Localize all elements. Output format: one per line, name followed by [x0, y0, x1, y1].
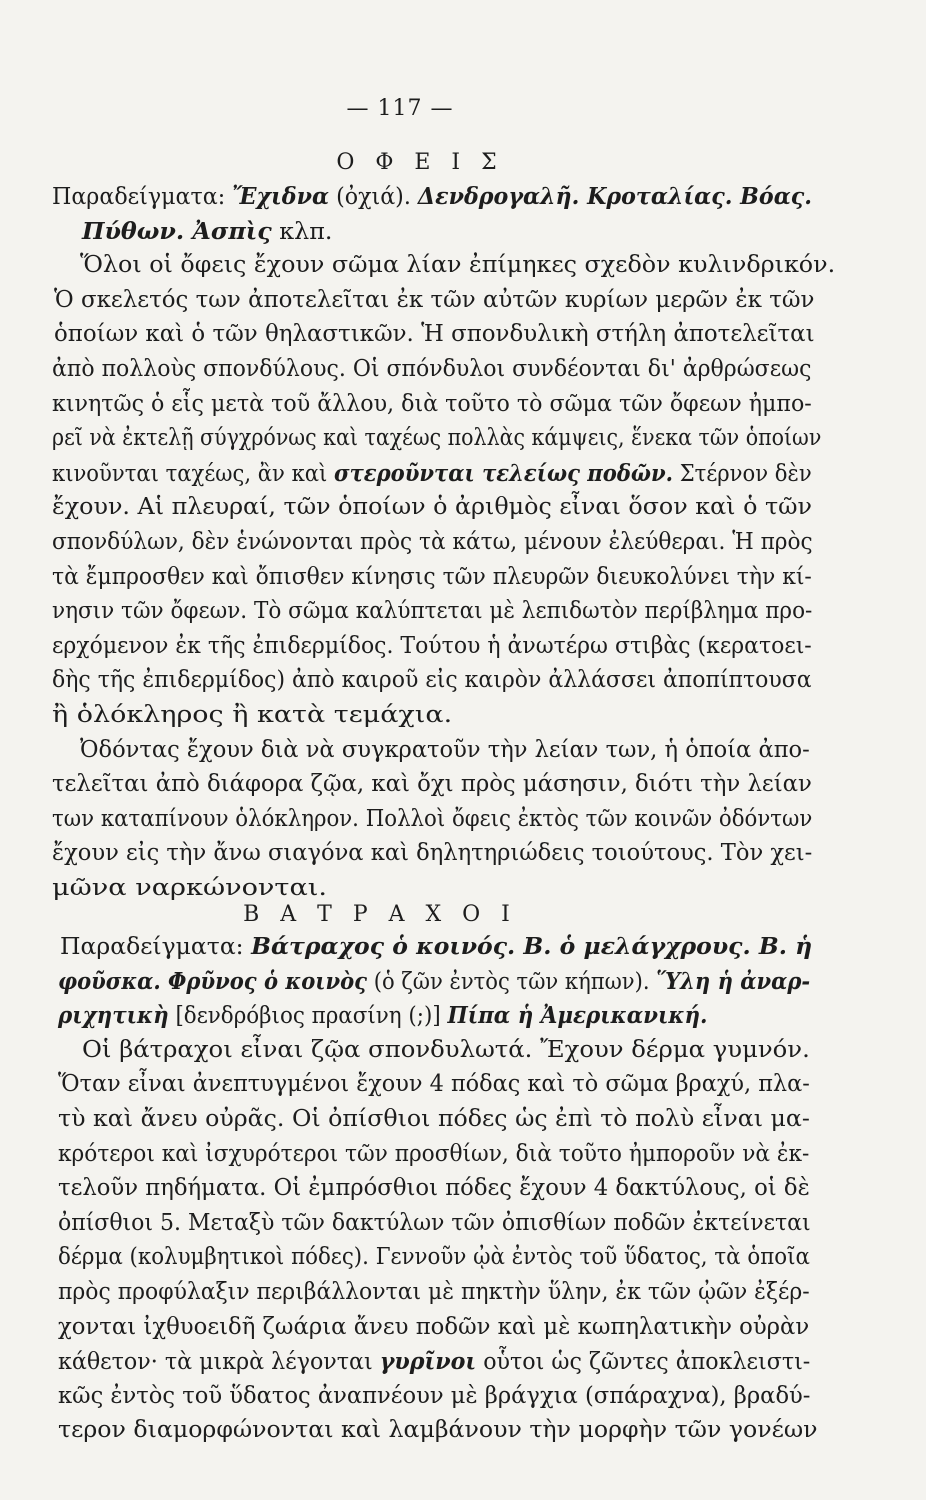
text-run: οὗτοι ὡς ζῶντες ἀποκλειστι-	[476, 1349, 811, 1376]
text-run: τὺ καὶ ἄνευ οὐρᾶς. Οἱ ὀπίσθιοι πόδες ὡς ἐπὶ τὸ πολὺ εἶναι μα-	[58, 1106, 810, 1132]
text-line	[52, 773, 812, 796]
text-run: Ὁ σκελετός των ἀποτελεῖται ἐκ τῶν αὐτῶν κυρίων μερῶν ἐκ τῶν	[54, 286, 815, 313]
text-line	[80, 254, 835, 277]
text-line	[58, 1382, 811, 1409]
text-run: των καταπίνουν ὁλόκληρον. Πολλοὶ ὄφεις ἐκτὸς τῶν κοινῶν ὀδόντων	[52, 805, 813, 832]
text-run: Ὅλοι οἱ ὄφεις ἔχουν σῶμα λίαν ἐπίμηκες σχεδὸν κυλινδρικόν.	[80, 252, 836, 279]
emphasized-term: Πίπα ἡ Ἀμερικανική.	[447, 1002, 708, 1030]
text-line	[58, 1004, 707, 1028]
text-run: κάθετον· τὰ μικρὰ λέγονται	[58, 1349, 380, 1376]
text-run: ἢ ὁλόκληρος ἢ κατὰ τεμάχια.	[52, 702, 453, 728]
text-run: μῶνα ναρκώνονται.	[52, 875, 328, 901]
text-line	[58, 1177, 810, 1200]
emphasized-term: Ὕλη ἡ ἀναρ-	[656, 967, 811, 995]
text-run: Οἱ βάτραχοι εἶναι ζῷα σπονδυλωτά. Ἔχουν δέρμα γυμνόν.	[82, 1036, 810, 1063]
text-line	[52, 185, 812, 209]
text-line	[58, 1350, 810, 1374]
text-line	[58, 1281, 810, 1304]
text-line	[52, 877, 327, 900]
text-line	[58, 1108, 810, 1131]
text-run: Ὅταν εἶναι ἀνεπτυγμένοι ἔχουν 4 πόδας καὶ τὸ σῶμα βραχύ, πλα-	[58, 1071, 810, 1098]
text-run: κῶς ἐντὸς τοῦ ὕδατος ἀναπνέουν μὲ βράγχια (σπάραχνα), βραδύ-	[58, 1382, 811, 1409]
text-run: κινοῦνται ταχέως, ἂν καὶ	[52, 460, 335, 487]
text-line	[58, 1313, 810, 1340]
text-line	[58, 1073, 810, 1096]
section-heading-snakes: Ο Φ Ε Ι Σ	[336, 150, 504, 175]
text-run: ἀπὸ πολλοὺς σπονδύλους. Οἱ σπόνδυλοι συνδέονται δι' ἀρθρώσεως	[52, 356, 812, 382]
text-line	[58, 1246, 810, 1269]
text-line	[52, 531, 813, 554]
text-run: ρεῖ νὰ ἐκτελῇ σύγχρόνως καὶ ταχέως πολλὰς κάμψεις, ἕνεκα τῶν ὁποίων	[52, 425, 822, 452]
text-line	[58, 1209, 811, 1236]
text-run: ερχόμενον ἐκ τῆς ἐπιδερμίδος. Τούτου ἡ ἀνωτέρω στιβὰς (κερατοει-	[52, 632, 812, 659]
text-run: κινητῶς ὁ εἷς μετὰ τοῦ ἄλλου, διὰ τοῦτο τὸ σῶμα τῶν ὄφεων ἠμπο-	[52, 390, 812, 417]
text-run: [δενδρόβιος πρασίνη (;)]	[168, 1003, 448, 1030]
section-heading-frogs: Β Α Τ Ρ Α Χ Ο Ι	[243, 902, 517, 927]
emphasized-term: Πύθων.	[82, 217, 193, 245]
text-run: σπονδύλων, δὲν ἑνώνονται πρὸς τὰ κάτω, μένουν ἐλεύθεραι. Ἡ πρὸς	[52, 529, 813, 555]
text-line	[52, 390, 812, 417]
text-run: δὴς τῆς ἐπιδερμίδος) ἀπὸ καιροῦ εἰς καιρὸν ἀλλάσσει ἀποπίπτουσα	[52, 667, 812, 694]
text-line	[52, 669, 812, 692]
text-line	[54, 286, 815, 313]
emphasized-term: Ἀσπὶς	[192, 217, 272, 245]
emphasized-term: Ἔχιδνα	[232, 183, 330, 210]
emphasized-term: γυρῖνοι	[379, 1348, 477, 1376]
text-line	[80, 736, 810, 763]
text-line	[52, 427, 821, 450]
text-run: τὰ ἔμπροσθεν καὶ ὄπισθεν κίνησις τῶν πλευρῶν διευκολύνει τὴν κί-	[52, 563, 812, 590]
emphasized-term: στεροῦνται τελείως ποδῶν.	[334, 459, 674, 487]
text-run: νησιν τῶν ὄφεων. Τὸ σῶμα καλύπτεται μὲ λεπιδωτὸν περίβλημα προ-	[52, 598, 813, 625]
text-line	[52, 600, 812, 623]
text-line	[52, 496, 812, 519]
text-run: πρὸς προφύλαξιν περιβάλλονται μὲ πηκτὴν ὕλην, ἐκ τῶν ᾠῶν ἐξέρ-	[58, 1279, 810, 1305]
text-line	[52, 842, 812, 865]
text-line	[54, 323, 815, 346]
text-run: ἔχουν. Αἱ πλευραί, τῶν ὁποίων ὁ ἀριθμὸς εἶναι ὅσον καὶ ὁ τῶν	[52, 494, 812, 521]
text-run: Στέρνον δὲν	[673, 460, 812, 487]
text-line	[52, 805, 813, 832]
text-run: Παραδείγματα:	[60, 934, 252, 960]
text-run: (ὁ ζῶν ἐντὸς τῶν κήπων).	[367, 968, 657, 995]
text-line	[58, 1419, 817, 1442]
text-line	[52, 704, 452, 727]
text-run: τελοῦν πηδήματα. Οἱ ἐμπρόσθιοι πόδες ἔχουν 4 δακτύλους, οἱ δὲ	[58, 1175, 810, 1202]
text-run: ὁποίων καὶ ὁ τῶν θηλαστικῶν. Ἡ σπονδυλικὴ στήλη ἀποτελεῖται	[54, 321, 815, 348]
text-line	[58, 967, 811, 995]
emphasized-term: ριχητικὴ	[58, 1002, 169, 1030]
text-line	[82, 1036, 810, 1063]
text-line	[60, 935, 812, 959]
text-line	[82, 217, 333, 245]
emphasized-term: Βάτραχος ὁ κοινός. Β. ὁ μελάγχρους. Β. ἡ	[251, 933, 813, 960]
text-run: Ὀδόντας ἔχουν διὰ νὰ συγκρατοῦν τὴν λείαν των, ἡ ὁποία ἀπο-	[80, 736, 810, 763]
text-run: τελεῖται ἀπὸ διάφορα ζῷα, καὶ ὄχι πρὸς μάσησιν, διότι τὴν λείαν	[52, 771, 812, 798]
text-run: κρότεροι καὶ ἰσχυρότεροι τῶν προσθίων, διὰ τοῦτο ἠμποροῦν νὰ ἐκ-	[58, 1140, 810, 1167]
emphasized-term: φοῦσκα. Φρῦνος ὁ κοινὸς	[58, 967, 368, 995]
text-run: ἔχουν εἰς τὴν ἄνω σιαγόνα καὶ δηλητηριώδεις τοιούτους. Τὸν χει-	[52, 840, 813, 867]
emphasized-term: Δενδρογαλῆ. Κροταλίας. Βόας.	[417, 183, 812, 210]
text-run: ὀπίσθιοι 5. Μεταξὺ τῶν δακτύλων τῶν ὀπισθίων ποδῶν ἐκτείνεται	[58, 1209, 811, 1236]
text-line	[52, 459, 812, 487]
text-line	[52, 563, 812, 590]
text-run: (ὀχιά).	[329, 184, 418, 210]
text-run: κλπ.	[271, 218, 333, 245]
text-run: χονται ἰχθυοειδῆ ζωάρια ἄνευ ποδῶν καὶ μὲ κωπηλατικὴν οὐρὰν	[58, 1313, 810, 1340]
text-line	[52, 632, 812, 659]
text-run: δέρμα (κολυμβητικοὶ πόδες). Γεννοῦν ᾠὰ ἐντὸς τοῦ ὕδατος, τὰ ὁποῖα	[58, 1244, 810, 1271]
text-line	[52, 358, 811, 381]
page-number: — 117 —	[346, 96, 454, 121]
text-run: τερον διαμορφώνονται καὶ λαμβάνουν τὴν μορφὴν τῶν γονέων	[58, 1417, 818, 1444]
text-run: Παραδείγματα:	[52, 184, 233, 210]
text-line	[58, 1140, 810, 1167]
